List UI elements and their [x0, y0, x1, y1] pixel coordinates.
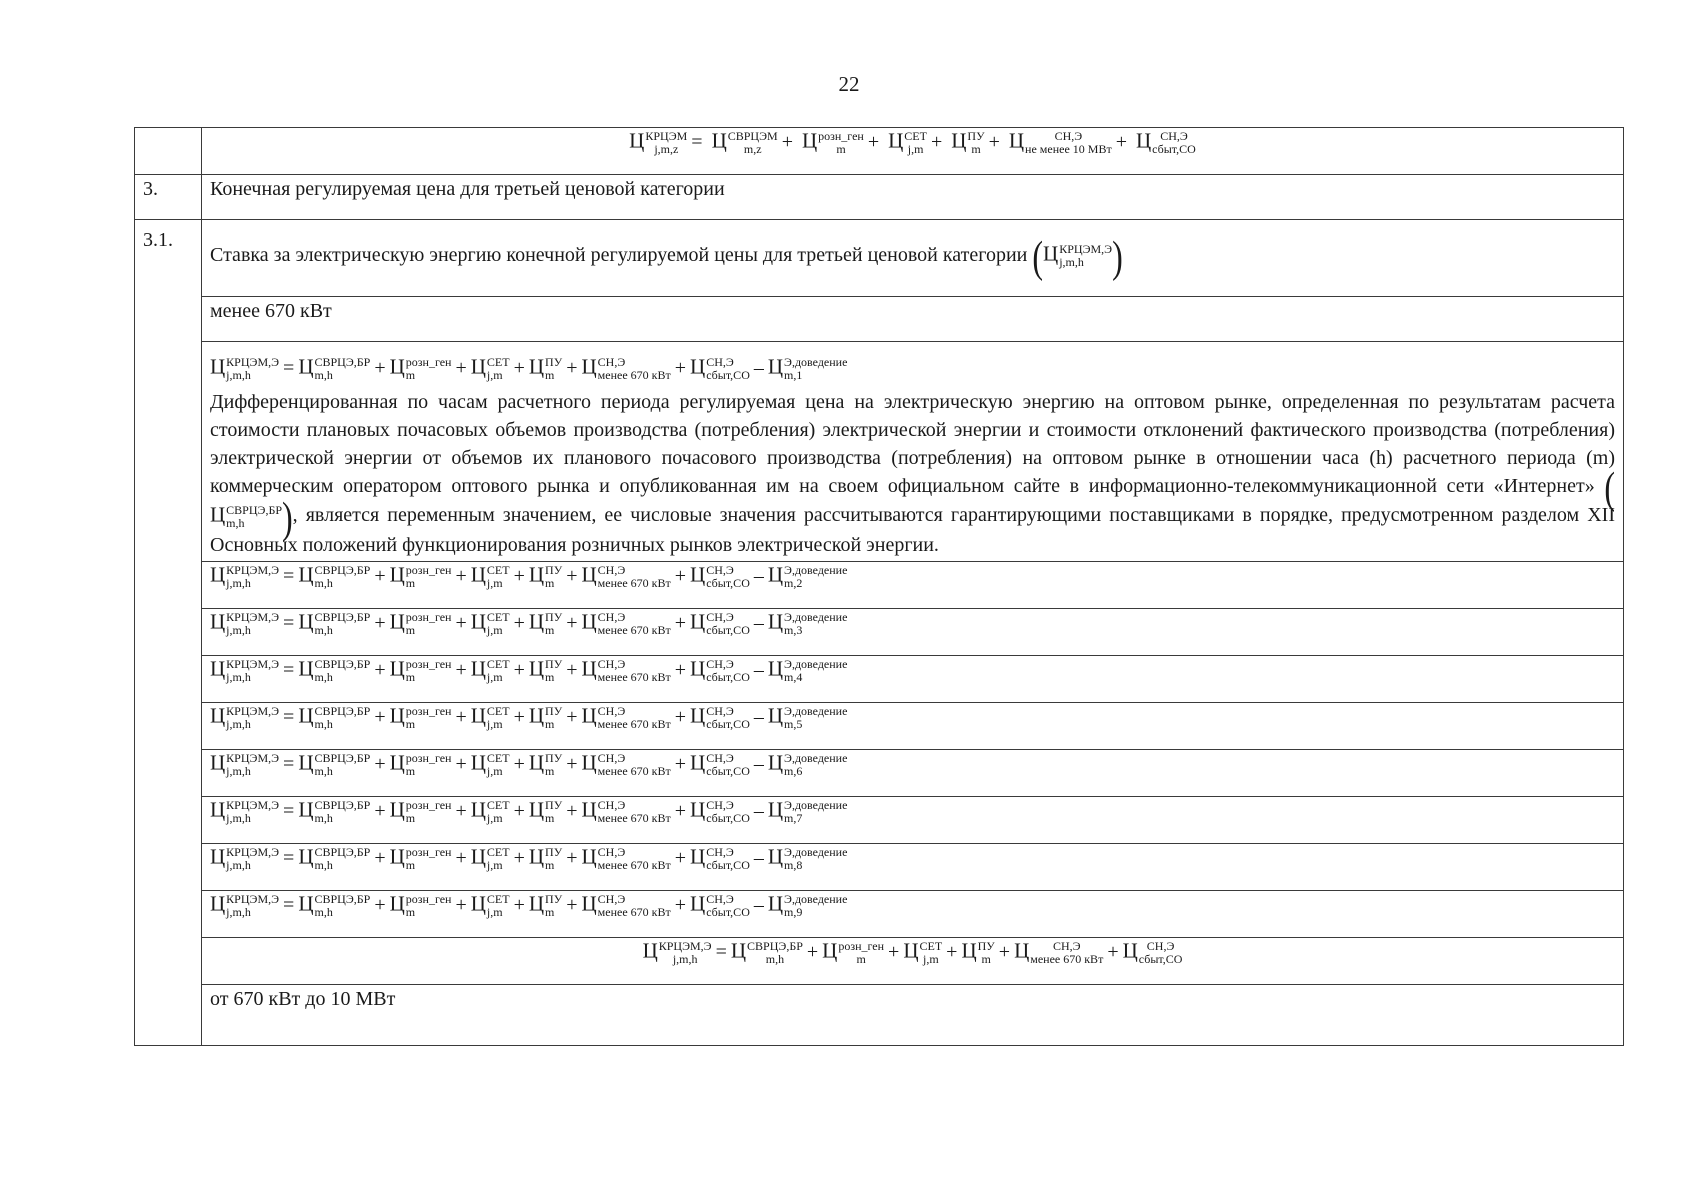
formula-term: Ц розн_ген m [389, 750, 452, 779]
formula-term: Ц СВРЦЭ,БР m,h [298, 355, 371, 383]
formula-term: Ц КРЦЭМ,Э j,m,h [210, 797, 280, 826]
formula-term: Ц СН,Э менее 670 кВт [581, 562, 671, 591]
formula-term: Ц розн_ген m [389, 703, 452, 732]
formula-term: Ц розн_ген m [389, 844, 452, 873]
subsection-title-cell: Ставка за электрическую энергию конечной регулируемой цены для третьей ценовой категории (Ц КРЦЭМ,Э j,m,h ) [202, 220, 1624, 297]
formula-term: Ц СВРЦЭМ m,z [711, 129, 778, 157]
formula-term: Ц СН,Э сбыт,СО [690, 355, 750, 383]
formula-term: Ц СВРЦЭ,БР m,h [298, 703, 371, 732]
formula-row-6: Ц КРЦЭМ,Э j,m,h = Ц СВРЦЭ,БР m,h + Ц розн_ген m + Ц СЕТ j,m + Ц ПУ m + Ц СН,Э менее 670 кВт + Ц СН,Э сбыт,СО – Ц Э,доведение m,6 [202, 749, 1624, 796]
formula-term: Ц розн_ген m [389, 656, 452, 685]
formula-term: Ц ПУ m [951, 129, 985, 157]
formula-term: Ц СН,Э менее 670 кВт [581, 844, 671, 873]
formula-term: Ц Э,доведение m,1 [767, 355, 848, 383]
formula-term: Ц СН,Э сбыт,СО [690, 891, 750, 920]
formula-term: Ц СН,Э сбыт,СО [690, 562, 750, 591]
formula-term: Ц КРЦЭМ,Э j,m,h [642, 938, 712, 967]
formula-term: Ц СЕТ j,m [903, 938, 943, 967]
formula-term: Ц розн_ген m [822, 938, 885, 967]
formula-final: Ц КРЦЭМ,Э j,m,h = Ц СВРЦЭ,БР m,h + Ц розн_ген m + Ц СЕТ j,m + Ц ПУ m + Ц СН,Э менее 670 кВт + Ц СН,Э сбыт,СО [202, 937, 1624, 984]
formula-term: Ц Э,доведение m,9 [767, 891, 848, 920]
formula-row-9: Ц КРЦЭМ,Э j,m,h = Ц СВРЦЭ,БР m,h + Ц розн_ген m + Ц СЕТ j,m + Ц ПУ m + Ц СН,Э менее 670 кВт + Ц СН,Э сбыт,СО – Ц Э,доведение m,9 [202, 890, 1624, 937]
formula-term: Ц Э,доведение m,3 [767, 609, 848, 638]
formula-term: Ц Э,доведение m,5 [767, 703, 848, 732]
formula-term: Ц СВРЦЭ,БР m,h [298, 656, 371, 685]
formula-term: Ц Э,доведение m,8 [767, 844, 848, 873]
formula-term: Ц СВРЦЭ,БР m,h [298, 891, 371, 920]
table-row [135, 843, 1624, 890]
table-row [135, 749, 1624, 796]
formula-term: Ц СН,Э сбыт,СО [690, 703, 750, 732]
formula-lhs: Ц КРЦЭМ j,m,z [629, 129, 688, 157]
formula-term: Ц ПУ m [528, 656, 563, 685]
formula-row-7: Ц КРЦЭМ,Э j,m,h = Ц СВРЦЭ,БР m,h + Ц розн_ген m + Ц СЕТ j,m + Ц ПУ m + Ц СН,Э менее 670 кВт + Ц СН,Э сбыт,СО – Ц Э,доведение m,7 [202, 796, 1624, 843]
formula-term: Ц СН,Э сбыт,СО [690, 609, 750, 638]
formula-term: Ц СВРЦЭ,БР m,h [298, 562, 371, 591]
formula-term: Ц КРЦЭМ,Э j,m,h [210, 609, 280, 638]
formula-term: Ц КРЦЭМ,Э j,m,h [210, 703, 280, 732]
section-number: 3. [135, 175, 202, 220]
formula-term: Ц СЕТ j,m [888, 129, 927, 157]
formula-term: Ц КРЦЭМ,Э j,m,h [210, 891, 280, 920]
subsection-title: Ставка за электрическую энергию конечной регулируемой цены для третьей ценовой категории [210, 244, 1028, 266]
formula-term: Ц КРЦЭМ,Э j,m,h [210, 750, 280, 779]
formula-row-4: Ц КРЦЭМ,Э j,m,h = Ц СВРЦЭ,БР m,h + Ц розн_ген m + Ц СЕТ j,m + Ц ПУ m + Ц СН,Э менее 670 кВт + Ц СН,Э сбыт,СО – Ц Э,доведение m,4 [202, 655, 1624, 702]
tariff-table [134, 127, 1624, 1046]
formula-term: Ц СН,Э не менее 10 МВт [1008, 129, 1112, 157]
formula-term: Ц СЕТ j,m [470, 703, 510, 732]
formula-term: Ц СН,Э сбыт,СО [690, 844, 750, 873]
formula-term: Ц розн_ген m [389, 562, 452, 591]
formula-term: Ц ПУ m [961, 938, 995, 967]
formula-term: Ц Э,доведение m,7 [767, 797, 848, 826]
table-row [135, 702, 1624, 749]
formula-description-cell [202, 342, 1624, 562]
table-row [135, 128, 1624, 175]
formula-term: Ц СЕТ j,m [470, 750, 510, 779]
formula-symbol: Ц СВРЦЭ,БР m,h [210, 502, 283, 530]
table-row [135, 220, 1624, 297]
table-row [135, 984, 1624, 1045]
formula-term: Ц Э,доведение m,6 [767, 750, 848, 779]
formula-row-5: Ц КРЦЭМ,Э j,m,h = Ц СВРЦЭ,БР m,h + Ц розн_ген m + Ц СЕТ j,m + Ц ПУ m + Ц СН,Э менее 670 кВт + Ц СН,Э сбыт,СО – Ц Э,доведение m,5 [202, 702, 1624, 749]
table-row [135, 937, 1624, 984]
formula-term: Ц ПУ m [528, 609, 563, 638]
formula-symbol: Ц КРЦЭМ,Э j,m,h [1043, 242, 1113, 270]
formula-term: Ц СЕТ j,m [470, 656, 510, 685]
formula-term: Ц СН,Э сбыт,СО [690, 750, 750, 779]
table-row [135, 890, 1624, 937]
formula-term: Ц ПУ m [528, 797, 563, 826]
sub-heading: от 670 кВт до 10 МВт [202, 984, 1624, 1045]
table-row [135, 175, 1624, 220]
table-row [135, 342, 1624, 562]
formula-term: Ц розн_ген m [389, 609, 452, 638]
formula-term: Ц розн_ген m [801, 129, 864, 157]
formula-term: Ц СЕТ j,m [470, 562, 510, 591]
formula-term: Ц СН,Э сбыт,СО [1135, 129, 1196, 157]
formula-term: Ц СЕТ j,m [470, 609, 510, 638]
formula-term: Ц КРЦЭМ,Э j,m,h [210, 355, 280, 383]
formula-term: Ц СВРЦЭ,БР m,h [298, 609, 371, 638]
formula-term: Ц СН,Э менее 670 кВт [1014, 938, 1104, 967]
section-number: 3.1. [135, 220, 202, 1046]
description-paragraph: Дифференцированная по часам расчетного периода регулируемая цена на электрическую энергию на оптовом рынке, определенная по результатам расчета стоимости плановых почасовых объемов производства (потребления) электрической энергии и стоимости отклонений фактического производства (потребления) электрической энергии от объемов их планового почасового производства (потребления) на оптовом рынке в отношении часа (h) расчетного периода (m) коммерческим оператором оптового рынка и опубликованная им на своем официальном сайте в информационно-телекоммуникационной сети «Интернет» (Ц СВРЦЭ,БР m,h ), является переменным значением, ее числовые значения рассчитываются гарантирующими поставщиками в порядке, предусмотренном разделом XII Основных положений функционирования розничных рынков электрической энергии. [210, 391, 1615, 556]
formula-term: Ц КРЦЭМ,Э j,m,h [210, 656, 280, 685]
formula-term: Ц ПУ m [528, 844, 563, 873]
formula-term: Ц СН,Э сбыт,СО [1122, 938, 1183, 967]
table-row [135, 608, 1624, 655]
formula-row-8: Ц КРЦЭМ,Э j,m,h = Ц СВРЦЭ,БР m,h + Ц розн_ген m + Ц СЕТ j,m + Ц ПУ m + Ц СН,Э менее 670 кВт + Ц СН,Э сбыт,СО – Ц Э,доведение m,8 [202, 843, 1624, 890]
formula-term: Ц СН,Э менее 670 кВт [581, 797, 671, 826]
formula-term: Ц КРЦЭМ,Э j,m,h [210, 562, 280, 591]
formula-term: Ц СВРЦЭ,БР m,h [298, 797, 371, 826]
formula-term: Ц розн_ген m [389, 797, 452, 826]
formula-term: Ц ПУ m [528, 703, 563, 732]
formula-term: Ц Э,доведение m,4 [767, 656, 848, 685]
formula-term: Ц СН,Э сбыт,СО [690, 797, 750, 826]
sub-heading: менее 670 кВт [202, 297, 1624, 342]
formula-term: Ц розн_ген m [389, 891, 452, 920]
table-row [135, 796, 1624, 843]
formula-term: Ц ПУ m [528, 562, 563, 591]
formula-term: Ц СН,Э менее 670 кВт [581, 355, 671, 383]
formula-term: Ц СН,Э сбыт,СО [690, 656, 750, 685]
table-row [135, 655, 1624, 702]
formula-term: Ц ПУ m [528, 355, 563, 383]
table-row [135, 297, 1624, 342]
formula-term: Ц розн_ген m [389, 355, 452, 383]
table-row [135, 561, 1624, 608]
formula-row-3: Ц КРЦЭМ,Э j,m,h = Ц СВРЦЭ,БР m,h + Ц розн_ген m + Ц СЕТ j,m + Ц ПУ m + Ц СН,Э менее 670 кВт + Ц СН,Э сбыт,СО – Ц Э,доведение m,3 [202, 608, 1624, 655]
section-title: Конечная регулируемая цена для третьей ценовой категории [202, 175, 1624, 220]
formula-term: Ц КРЦЭМ,Э j,m,h [210, 844, 280, 873]
formula-term: Ц СН,Э менее 670 кВт [581, 750, 671, 779]
formula-term: Ц ПУ m [528, 750, 563, 779]
formula-term: Ц СВРЦЭ,БР m,h [298, 750, 371, 779]
formula-term: Ц СН,Э менее 670 кВт [581, 656, 671, 685]
formula-row-2: Ц КРЦЭМ,Э j,m,h = Ц СВРЦЭ,БР m,h + Ц розн_ген m + Ц СЕТ j,m + Ц ПУ m + Ц СН,Э менее 670 кВт + Ц СН,Э сбыт,СО – Ц Э,доведение m,2 [202, 561, 1624, 608]
formula-term: Ц СВРЦЭ,БР m,h [730, 938, 803, 967]
formula-term: Ц СН,Э менее 670 кВт [581, 609, 671, 638]
formula-term: Ц СЕТ j,m [470, 797, 510, 826]
formula-top: Ц КРЦЭМ j,m,z = Ц СВРЦЭМ m,z + Ц розн_ген m + Ц СЕТ j,m + Ц ПУ m + Ц СН,Э не менее 10 МВт + Ц СН,Э сбыт,СО [202, 128, 1624, 175]
formula-row-1: Ц КРЦЭМ,Э j,m,h = Ц СВРЦЭ,БР m,h + Ц розн_ген m + Ц СЕТ j,m + Ц ПУ m + Ц СН,Э менее 670 кВт + Ц СН,Э сбыт,СО – Ц Э,доведение m,1 [210, 355, 848, 383]
formula-term: Ц Э,доведение m,2 [767, 562, 848, 591]
formula-term: Ц СВРЦЭ,БР m,h [298, 844, 371, 873]
formula-term: Ц СН,Э менее 670 кВт [581, 703, 671, 732]
formula-term: Ц СЕТ j,m [470, 355, 510, 383]
formula-term: Ц СЕТ j,m [470, 891, 510, 920]
formula-term: Ц СЕТ j,m [470, 844, 510, 873]
formula-term: Ц СН,Э менее 670 кВт [581, 891, 671, 920]
page-number: 22 [838, 72, 860, 96]
formula-term: Ц ПУ m [528, 891, 563, 920]
